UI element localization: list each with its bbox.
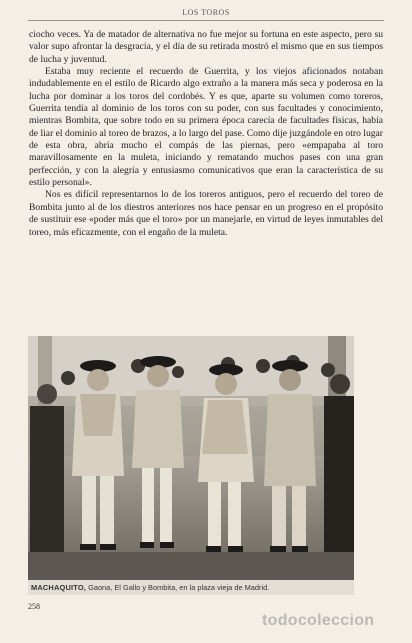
paragraph-1: ciocho veces. Ya de matador de alternativa no fue mejor su fortuna en este aspecto, pero su valor supo afrontar la desgracia, y el día de su retirada mostró el mismo que en sus tiempos de lucha y juventud.: [29, 29, 383, 65]
photo-illustration: [28, 336, 354, 580]
body-text: [29, 29, 383, 239]
paragraph-3: Nos es difícil representarnos lo de los toreros antiguos, pero el recuerdo del toreo de Bombita junto al de los diestros anteriores nos hace pensar en un progreso en el propósito de sustituir ese «poder más que el toro» por un manejarle, en virtud de leyes inmutables del toreo, más eficazmente, con el engaño de la muleta.: [29, 189, 383, 238]
figure-right-dark: [324, 374, 354, 566]
bullfighters-photo: [28, 336, 354, 580]
header-rule: [28, 20, 384, 21]
paragraph-2: Estaba muy reciente el recuerdo de Guerrita, y los viejos aficionados notaban indudablemente en el estilo de Ricardo algo extraño a la manera más seca y poderosa en la lucha por dominar a los toros del cordobés. Y es que, aparte su volumen como toreros, Guerrita tendía al dominio de los toros con su poder, con sus facultades y conocimiento, mientras Bombita, que sobre todo en su primera época carecía de facultades físicas, había de liar el dominio al toreo de brazos, a lo largo del pase. Como dije juzgándole en otro lugar de esta obra, abría mucho el compás de las piernas, pero «empapaba al toro maravillosamente en la muleta, iniciando y rematando muchos pases con una gran perfección, y con la alegría y entusiasmo comunicativos que eran la característica de su estilo personal».: [29, 66, 383, 189]
watermark-logo: todocoleccion: [262, 612, 375, 629]
caption-name: MACHAQUITO,: [31, 583, 87, 592]
running-head: LOS TOROS: [182, 8, 230, 17]
photo-caption: [28, 580, 354, 595]
caption-text: Gaona, El Gallo y Bombita, en la plaza vieja de Madrid.: [86, 583, 270, 592]
figure-left-dark: [30, 384, 64, 566]
page-number: 258: [28, 602, 40, 611]
